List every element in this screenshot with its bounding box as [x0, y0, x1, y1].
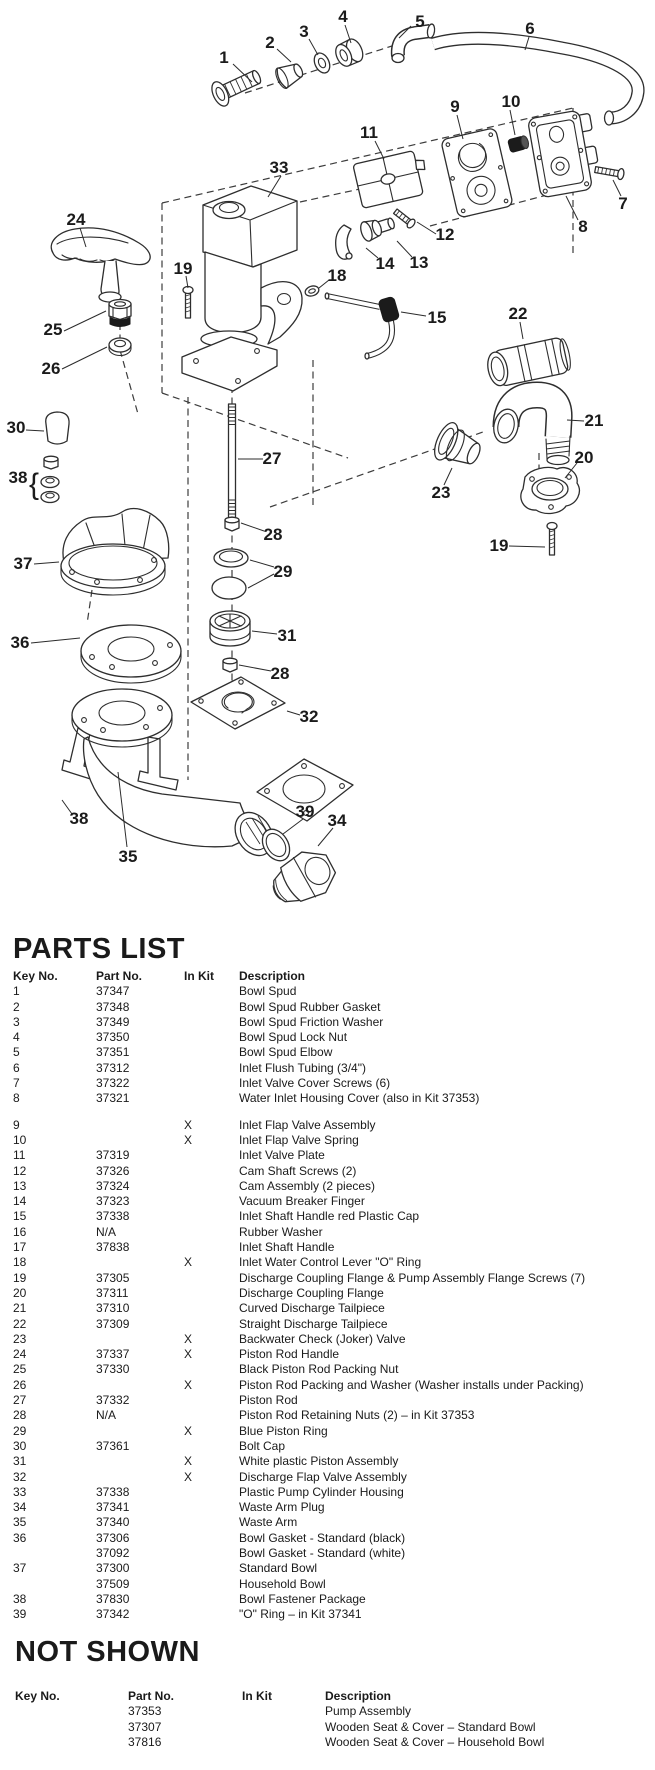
table-row	[0, 1607, 655, 1622]
parts-list-title: PARTS LIST	[13, 933, 186, 965]
part-flap-valve-assembly	[441, 128, 514, 219]
cell-key: 22	[13, 1316, 27, 1331]
cell-desc: Bowl Spud Friction Washer	[239, 1014, 384, 1029]
callout-number-8: 8	[578, 217, 588, 236]
cell-key: 2	[13, 999, 20, 1014]
col-part-no: Part No.	[128, 1689, 175, 1703]
callout-leader-line	[26, 430, 44, 431]
table-row	[0, 984, 655, 999]
cell-part: 37307	[128, 1719, 162, 1734]
cell-desc: Inlet Valve Cover Screws (6)	[239, 1076, 391, 1091]
part-piston-assembly	[210, 611, 250, 646]
callout-leader-line	[248, 574, 274, 588]
callout-leader-line	[509, 546, 545, 547]
callout-number-1: 1	[219, 48, 229, 67]
part-cam-assembly	[359, 213, 397, 242]
cell-desc: Inlet Flush Tubing (3/4")	[239, 1060, 366, 1075]
cell-part: N/A	[96, 1224, 117, 1239]
table-row	[0, 1015, 655, 1030]
cell-desc: Discharge Flap Valve Assembly	[239, 1469, 407, 1484]
part-spud-gasket	[273, 59, 306, 90]
cell-desc: Standard Bowl	[239, 1561, 318, 1576]
callout-leader-line	[375, 141, 384, 159]
guide-dash-line	[162, 393, 348, 458]
table-row	[0, 1194, 655, 1209]
cell-desc: Inlet Valve Plate	[239, 1148, 325, 1163]
table-row	[0, 1164, 655, 1179]
part-coupling-flange	[521, 467, 580, 513]
cell-desc: Bowl Fastener Package	[239, 1591, 366, 1606]
cell-part: 37351	[96, 1045, 130, 1060]
cell-part: 37342	[96, 1607, 130, 1622]
cell-key: 27	[13, 1393, 27, 1408]
callout-number-6: 6	[525, 19, 535, 38]
part-cover-screw	[594, 164, 624, 180]
cell-kit: X	[184, 1117, 193, 1132]
table-row	[0, 1470, 655, 1485]
cell-desc: Inlet Flap Valve Assembly	[239, 1117, 376, 1132]
cell-desc: Piston Rod Retaining Nuts (2) – in Kit 37353	[239, 1408, 475, 1423]
cell-part: 37349	[96, 1014, 130, 1029]
cell-desc: Blue Piston Ring	[239, 1423, 328, 1438]
callout-number-28: 28	[270, 664, 290, 683]
callout-number-18: 18	[327, 266, 347, 285]
cell-desc: Bowl Gasket - Standard (black)	[239, 1530, 406, 1545]
part-piston-rod-handle	[51, 228, 150, 302]
cell-key: 12	[13, 1163, 27, 1178]
cell-part: 37816	[128, 1734, 162, 1749]
cell-key: 26	[13, 1377, 27, 1392]
part-retaining-nut-lower	[223, 658, 237, 672]
part-vacuum-breaker-finger	[336, 225, 352, 259]
part-inlet-tubing	[433, 38, 638, 125]
part-discharge-flap-valve	[191, 677, 285, 729]
table-row	[0, 1546, 655, 1561]
cell-key: 15	[13, 1209, 27, 1224]
part-piston-ring	[212, 549, 248, 599]
table-row	[0, 1485, 655, 1500]
cell-key: 30	[13, 1438, 27, 1453]
cell-desc: Wooden Seat & Cover – Standard Bowl	[325, 1719, 536, 1734]
cell-desc: Piston Rod Handle	[239, 1347, 340, 1362]
callout-leader-line	[239, 665, 271, 671]
callout-number-30: 30	[6, 418, 26, 437]
table-row	[0, 1592, 655, 1607]
callout-leader-line	[283, 819, 303, 834]
cell-key: 34	[13, 1500, 27, 1515]
cell-key: 4	[13, 1030, 20, 1045]
part-o-ring-18	[304, 284, 320, 297]
cell-desc: Discharge Coupling Flange & Pump Assembly Flange Screws (7)	[239, 1270, 586, 1285]
part-curved-tailpiece	[491, 395, 570, 465]
table-row	[0, 1240, 655, 1255]
col-in-kit: In Kit	[242, 1689, 272, 1703]
callout-number-4: 4	[338, 7, 348, 26]
cell-part: 37092	[96, 1545, 130, 1560]
cell-key: 14	[13, 1194, 27, 1209]
callout-number-37: 37	[13, 554, 33, 573]
part-spud-elbow	[392, 24, 435, 63]
table-row	[0, 1061, 655, 1076]
cell-key: 7	[13, 1076, 20, 1091]
callout-number-34: 34	[327, 811, 347, 830]
callout-number-10: 10	[501, 92, 521, 111]
cell-key: 39	[13, 1607, 27, 1622]
cell-part: 37337	[96, 1347, 130, 1362]
cell-part: 37324	[96, 1178, 130, 1193]
callout-number-19: 19	[489, 536, 509, 555]
cell-desc: White plastic Piston Assembly	[239, 1454, 399, 1469]
table-row	[0, 1255, 655, 1270]
callout-leader-line	[318, 828, 333, 846]
cell-key: 33	[13, 1484, 27, 1499]
cell-part: 37322	[96, 1076, 130, 1091]
callout-number-38: 38	[8, 468, 28, 487]
parts-list-table	[0, 969, 655, 1622]
table-row	[0, 1030, 655, 1045]
cell-desc: Bowl Spud Lock Nut	[239, 1030, 348, 1045]
cell-desc: Inlet Water Control Lever "O" Ring	[239, 1255, 422, 1270]
cell-part: 37509	[96, 1576, 130, 1591]
callout-number-11: 11	[360, 123, 378, 142]
cell-desc: Piston Rod Packing and Washer (Washer installs under Packing)	[239, 1377, 584, 1392]
cell-desc: Household Bowl	[239, 1576, 326, 1591]
part-inlet-valve-plate	[353, 149, 431, 209]
cell-key: 31	[13, 1454, 27, 1469]
cell-key: 29	[13, 1423, 27, 1438]
cell-key: 16	[13, 1224, 27, 1239]
callout-number-9: 9	[450, 97, 460, 116]
cell-part: 37347	[96, 984, 130, 999]
callout-leader-line	[287, 711, 300, 715]
callout-number-33: 33	[269, 158, 289, 177]
cell-part: 37340	[96, 1515, 130, 1530]
cell-part: 37361	[96, 1438, 130, 1453]
cell-part: 37311	[96, 1285, 129, 1300]
cell-key: 1	[13, 984, 20, 999]
part-pump-housing	[182, 186, 302, 391]
callout-number-5: 5	[415, 12, 425, 31]
col-part-no: Part No.	[96, 969, 143, 983]
col-description: Description	[239, 969, 306, 983]
cell-part: 37310	[96, 1301, 130, 1316]
callout-number-15: 15	[427, 308, 447, 327]
cell-part: 37305	[96, 1270, 130, 1285]
callout-leader-line	[309, 39, 318, 55]
table-row	[0, 1454, 655, 1469]
part-bowl-gasket	[81, 625, 181, 683]
table-row	[0, 1500, 655, 1515]
cell-key: 18	[13, 1255, 27, 1270]
cell-desc: Water Inlet Housing Cover (also in Kit 37353)	[239, 1091, 480, 1106]
table-row	[0, 1347, 655, 1362]
cell-desc: Rubber Washer	[239, 1224, 323, 1239]
callout-number-27: 27	[262, 449, 282, 468]
table-row	[0, 1378, 655, 1393]
cell-part: 37312	[96, 1060, 130, 1075]
table-row	[0, 1515, 655, 1530]
cell-key: 21	[13, 1301, 27, 1316]
callout-leader-line	[277, 49, 291, 62]
table-row	[0, 1118, 655, 1133]
part-flap-valve-spring	[508, 135, 530, 153]
callout-number-13: 13	[409, 253, 429, 272]
callout-leader-line	[417, 222, 436, 234]
callout-number-14: 14	[375, 254, 395, 273]
part-packing-nut	[109, 300, 131, 327]
table-row	[0, 1424, 655, 1439]
callout-number-31: 31	[277, 626, 297, 645]
cell-part: 37306	[96, 1530, 130, 1545]
part-red-plastic-cap	[378, 296, 400, 323]
col-in-kit: In Kit	[184, 969, 214, 983]
cell-part: 37300	[96, 1561, 130, 1576]
cell-key: 32	[13, 1469, 27, 1484]
col-description: Description	[325, 1689, 392, 1703]
callout-leader-line	[34, 562, 59, 564]
table-row	[0, 1332, 655, 1347]
cell-key: 13	[13, 1178, 27, 1193]
callout-number-22: 22	[508, 304, 528, 323]
part-bowl-spud	[208, 64, 264, 109]
table-row	[0, 1000, 655, 1015]
cell-key: 35	[13, 1515, 27, 1530]
not-shown-title: NOT SHOWN	[15, 1636, 200, 1668]
part-cam-screw	[392, 207, 416, 229]
cell-desc: Piston Rod	[239, 1393, 298, 1408]
callout-leader-line	[566, 196, 578, 220]
table-row	[0, 1561, 655, 1576]
part-straight-tailpiece	[485, 336, 573, 388]
cell-part: 37321	[96, 1091, 130, 1106]
cell-key: 11	[13, 1148, 26, 1163]
part-flange-screw-lower	[547, 523, 557, 556]
callout-number-20: 20	[574, 448, 594, 467]
not-shown-header	[0, 1689, 655, 1704]
part-flange-screw-upper	[183, 287, 193, 319]
cell-kit: X	[184, 1347, 193, 1362]
callout-number-23: 23	[431, 483, 451, 502]
cell-kit: X	[184, 1469, 193, 1484]
cell-desc: Waste Arm Plug	[239, 1500, 325, 1515]
part-bowl-fasteners	[41, 456, 59, 502]
cell-key: 6	[13, 1060, 20, 1075]
callout-leader-line	[31, 638, 80, 643]
guide-dash-line	[120, 350, 138, 414]
callout-number-36: 36	[10, 633, 30, 652]
table-row	[0, 1209, 655, 1224]
cell-kit: X	[184, 1132, 193, 1147]
cell-key: 36	[13, 1530, 27, 1545]
callout-number-2: 2	[265, 33, 275, 52]
callout-number-24: 24	[66, 210, 86, 229]
cell-kit: X	[184, 1331, 193, 1346]
table-row	[0, 1393, 655, 1408]
cell-desc: Inlet Shaft Handle	[239, 1240, 335, 1255]
cell-key: 9	[13, 1117, 20, 1132]
cell-desc: Bowl Spud	[239, 984, 297, 999]
cell-part: 37838	[96, 1240, 130, 1255]
part-joker-valve	[430, 419, 486, 473]
cell-desc: Straight Discharge Tailpiece	[239, 1316, 388, 1331]
callout-leader-line	[250, 560, 274, 567]
part-piston-rod	[229, 404, 236, 518]
cell-key: 37	[13, 1561, 27, 1576]
callout-number-7: 7	[618, 194, 628, 213]
cell-kit: X	[184, 1255, 193, 1270]
table-row	[0, 1091, 655, 1106]
cell-part: 37338	[96, 1484, 130, 1499]
callout-number-39: 39	[295, 802, 315, 821]
callout-number-12: 12	[435, 225, 455, 244]
callout-number-19: 19	[173, 259, 193, 278]
callout-brace: {	[28, 468, 40, 501]
cell-kit: X	[184, 1423, 193, 1438]
callout-number-21: 21	[584, 411, 604, 430]
table-row	[0, 1045, 655, 1060]
callout-number-26: 26	[41, 359, 61, 378]
cell-key: 3	[13, 1014, 20, 1029]
col-key-no: Key No.	[15, 1689, 60, 1703]
cell-kit: X	[184, 1377, 193, 1392]
cell-desc: Bolt Cap	[239, 1438, 286, 1453]
guide-dash-line	[87, 590, 92, 624]
callout-leader-line	[252, 631, 277, 634]
cell-part: 37348	[96, 999, 130, 1014]
not-shown-table	[0, 1689, 655, 1750]
table-row	[0, 1301, 655, 1316]
table-row	[0, 1133, 655, 1148]
cell-part: 37319	[96, 1148, 130, 1163]
cell-desc: Wooden Seat & Cover – Household Bowl	[325, 1734, 545, 1749]
cell-part: 37332	[96, 1393, 130, 1408]
part-friction-washer	[311, 51, 333, 76]
cell-desc: Inlet Shaft Handle red Plastic Cap	[239, 1209, 420, 1224]
part-retaining-nut-upper	[225, 517, 239, 531]
cell-desc: Plastic Pump Cylinder Housing	[239, 1484, 404, 1499]
cell-part: 37330	[96, 1362, 130, 1377]
cell-key: 23	[13, 1331, 27, 1346]
table-row	[0, 1076, 655, 1091]
parts-list-rows	[0, 984, 655, 1622]
callout-number-3: 3	[299, 22, 309, 41]
callout-number-25: 25	[43, 320, 63, 339]
cell-desc: Curved Discharge Tailpiece	[239, 1301, 385, 1316]
cell-part: 37323	[96, 1194, 130, 1209]
part-standard-bowl	[61, 509, 169, 595]
cell-key: 20	[13, 1285, 27, 1300]
cell-desc: Waste Arm	[239, 1515, 298, 1530]
callout-leader-line	[62, 347, 107, 369]
table-row	[0, 1362, 655, 1377]
cell-key: 25	[13, 1362, 27, 1377]
cell-desc: Bowl Gasket - Standard (white)	[239, 1545, 406, 1560]
callout-number-35: 35	[118, 847, 138, 866]
cell-desc: Vacuum Breaker Finger	[239, 1194, 365, 1209]
table-row	[0, 1704, 655, 1719]
table-row	[0, 1577, 655, 1592]
cell-desc: Backwater Check (Joker) Valve	[239, 1331, 406, 1346]
cell-key: 24	[13, 1347, 27, 1362]
table-row	[0, 1439, 655, 1454]
table-row	[0, 1720, 655, 1735]
callout-number-38: 38	[69, 809, 89, 828]
cell-kit: X	[184, 1454, 193, 1469]
table-row	[0, 1148, 655, 1163]
table-row	[0, 1286, 655, 1301]
table-gap	[0, 1107, 655, 1118]
cell-part: 37830	[96, 1591, 130, 1606]
cell-desc: Discharge Coupling Flange	[239, 1285, 384, 1300]
cell-desc: Cam Shaft Screws (2)	[239, 1163, 357, 1178]
cell-key: 10	[13, 1132, 27, 1147]
cell-part: 37338	[96, 1209, 130, 1224]
callout-leader-line	[401, 312, 426, 316]
cell-key: 5	[13, 1045, 20, 1060]
part-bolt-cap	[46, 412, 69, 444]
cell-key: 28	[13, 1408, 27, 1423]
not-shown-rows	[0, 1704, 655, 1750]
col-key-no: Key No.	[13, 969, 58, 983]
cell-part: 37350	[96, 1030, 130, 1045]
table-row	[0, 1179, 655, 1194]
callout-number-29: 29	[273, 562, 293, 581]
cell-desc: Bowl Spud Elbow	[239, 1045, 333, 1060]
cell-desc: Black Piston Rod Packing Nut	[239, 1362, 399, 1377]
callout-leader-line	[241, 523, 264, 531]
callout-leader-line	[64, 311, 106, 331]
callout-number-32: 32	[299, 707, 319, 726]
table-row	[0, 1317, 655, 1332]
callout-leader-line	[520, 322, 523, 339]
cell-part: 37341	[96, 1500, 130, 1515]
cell-key: 17	[13, 1240, 27, 1255]
cell-desc: Bowl Spud Rubber Gasket	[239, 999, 381, 1014]
part-inlet-housing-cover	[527, 108, 602, 198]
table-row	[0, 1225, 655, 1240]
table-row	[0, 1408, 655, 1423]
callout-number-28: 28	[263, 525, 283, 544]
table-row	[0, 1531, 655, 1546]
cell-part: 37326	[96, 1163, 130, 1178]
cell-part: 37309	[96, 1316, 130, 1331]
cell-desc: Inlet Flap Valve Spring	[239, 1132, 359, 1147]
cell-part: N/A	[96, 1408, 117, 1423]
cell-key: 19	[13, 1270, 27, 1285]
table-row	[0, 1271, 655, 1286]
cell-key: 38	[13, 1591, 27, 1606]
cell-desc: Cam Assembly (2 pieces)	[239, 1178, 376, 1193]
parts-list-header	[0, 969, 655, 984]
part-packing-washer	[109, 338, 131, 356]
cell-desc: "O" Ring – in Kit 37341	[239, 1607, 362, 1622]
cell-key: 8	[13, 1091, 20, 1106]
cell-part: 37353	[128, 1704, 162, 1719]
table-row	[0, 1735, 655, 1750]
part-lock-nut	[332, 36, 366, 69]
cell-desc: Pump Assembly	[325, 1704, 412, 1719]
